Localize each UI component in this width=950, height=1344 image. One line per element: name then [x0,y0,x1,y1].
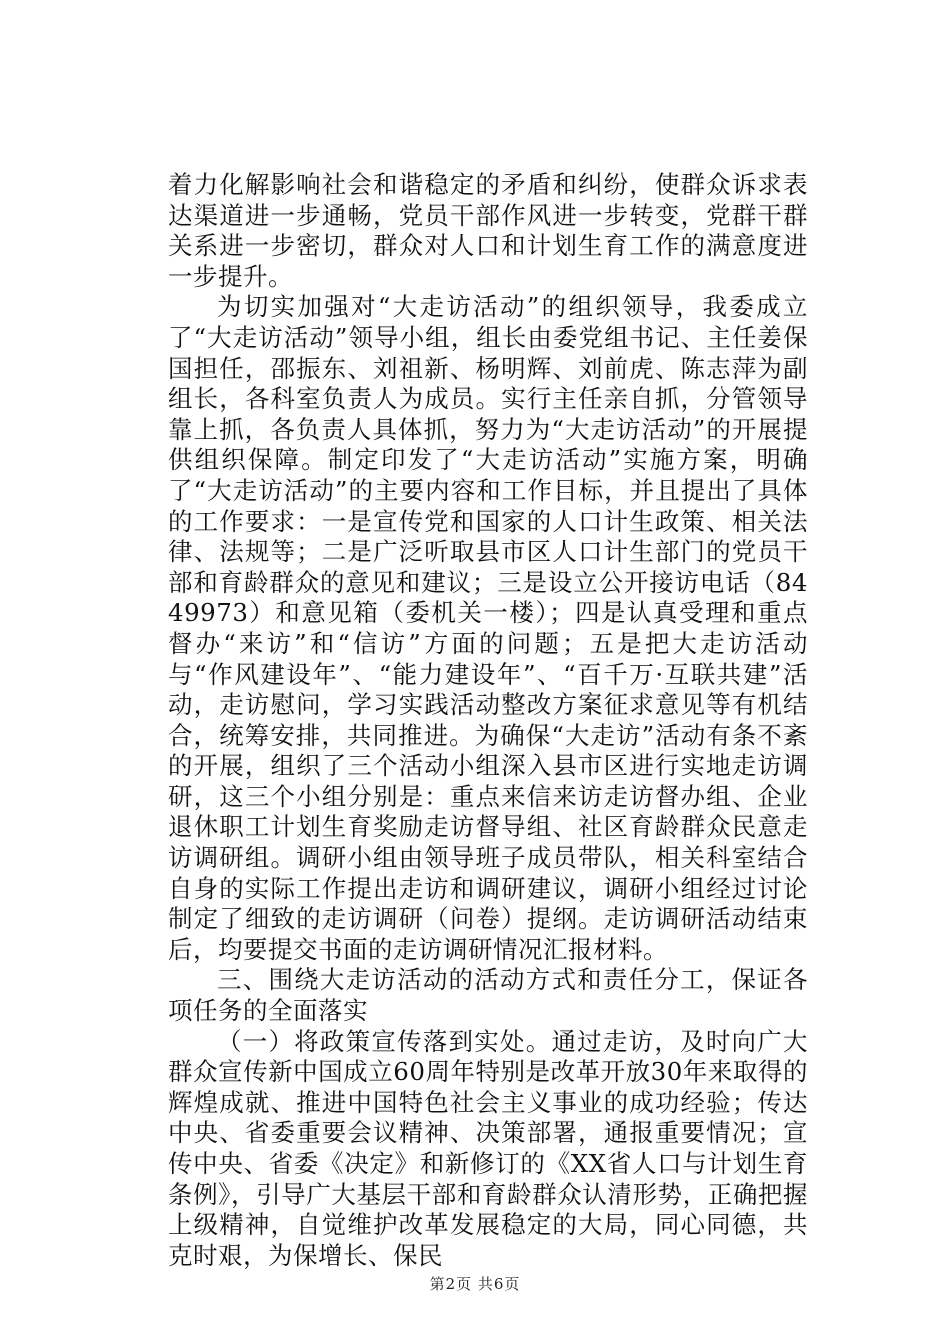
section-heading-3: 三、围绕大走访活动的活动方式和责任分工，保证各项任务的全面落实 [168,965,808,1026]
page-number-footer: 第2页 共6页 [429,1275,521,1293]
document-body [168,170,808,1271]
paragraph-4: （一）将政策宣传落到实处。通过走访，及时向广大群众宣传新中国成立60周年特别是改革开放30年来取得的辉煌成就、推进中国特色社会主义事业的成功经验；传达中央、省委重要会议精神、决策部署，通报重要情况；宣传中央、省委《决定》和新修订的《XX省人口与计划生育条例》，引导广大基层干部和育龄群众认清形势，正确把握上级精神，自觉维护改革发展稳定的大局，同心同德，共克时艰，为保增长、保民 [168,1026,808,1270]
paragraph-1: 着力化解影响社会和谐稳定的矛盾和纠纷，使群众诉求表达渠道进一步通畅，党员干部作风进一步转变，党群干群关系进一步密切，群众对人口和计划生育工作的满意度进一步提升。 [168,170,808,291]
paragraph-2: 为切实加强对“大走访活动”的组织领导，我委成立了“大走访活动”领导小组，组长由委党组书记、主任姜保国担任，邵振东、刘祖新、杨明辉、刘前虎、陈志萍为副组长，各科室负责人为成员。实行主任亲自抓，分管领导靠上抓，各负责人具体抓，努力为“大走访活动”的开展提供组织保障。制定印发了“大走访活动”实施方案，明确了“大走访活动”的主要内容和工作目标，并且提出了具体的工作要求：一是宣传党和国家的人口计生政策、相关法律、法规等；二是广泛听取县市区人口计生部门的党员干部和育龄群众的意见和建议；三是设立公开接访电话（8449973）和意见箱（委机关一楼）；四是认真受理和重点督办“来访”和“信访”方面的问题；五是把大走访活动与“作风建设年”、“能力建设年”、“百千万·互联共建”活动，走访慰问，学习实践活动整改方案征求意见等有机结合，统筹安排，共同推进。为确保“大走访”活动有条不紊的开展，组织了三个活动小组深入县市区进行实地走访调研，这三个小组分别是：重点来信来访走访督办组、企业退休职工计划生育奖励走访督导组、社区育龄群众民意走访调研组。调研小组由领导班子成员带队，相关科室结合自身的实际工作提出走访和调研建议，调研小组经过讨论制定了细致的走访调研（问卷）提纲。走访调研活动结束后，均要提交书面的走访调研情况汇报材料。 [168,292,808,964]
